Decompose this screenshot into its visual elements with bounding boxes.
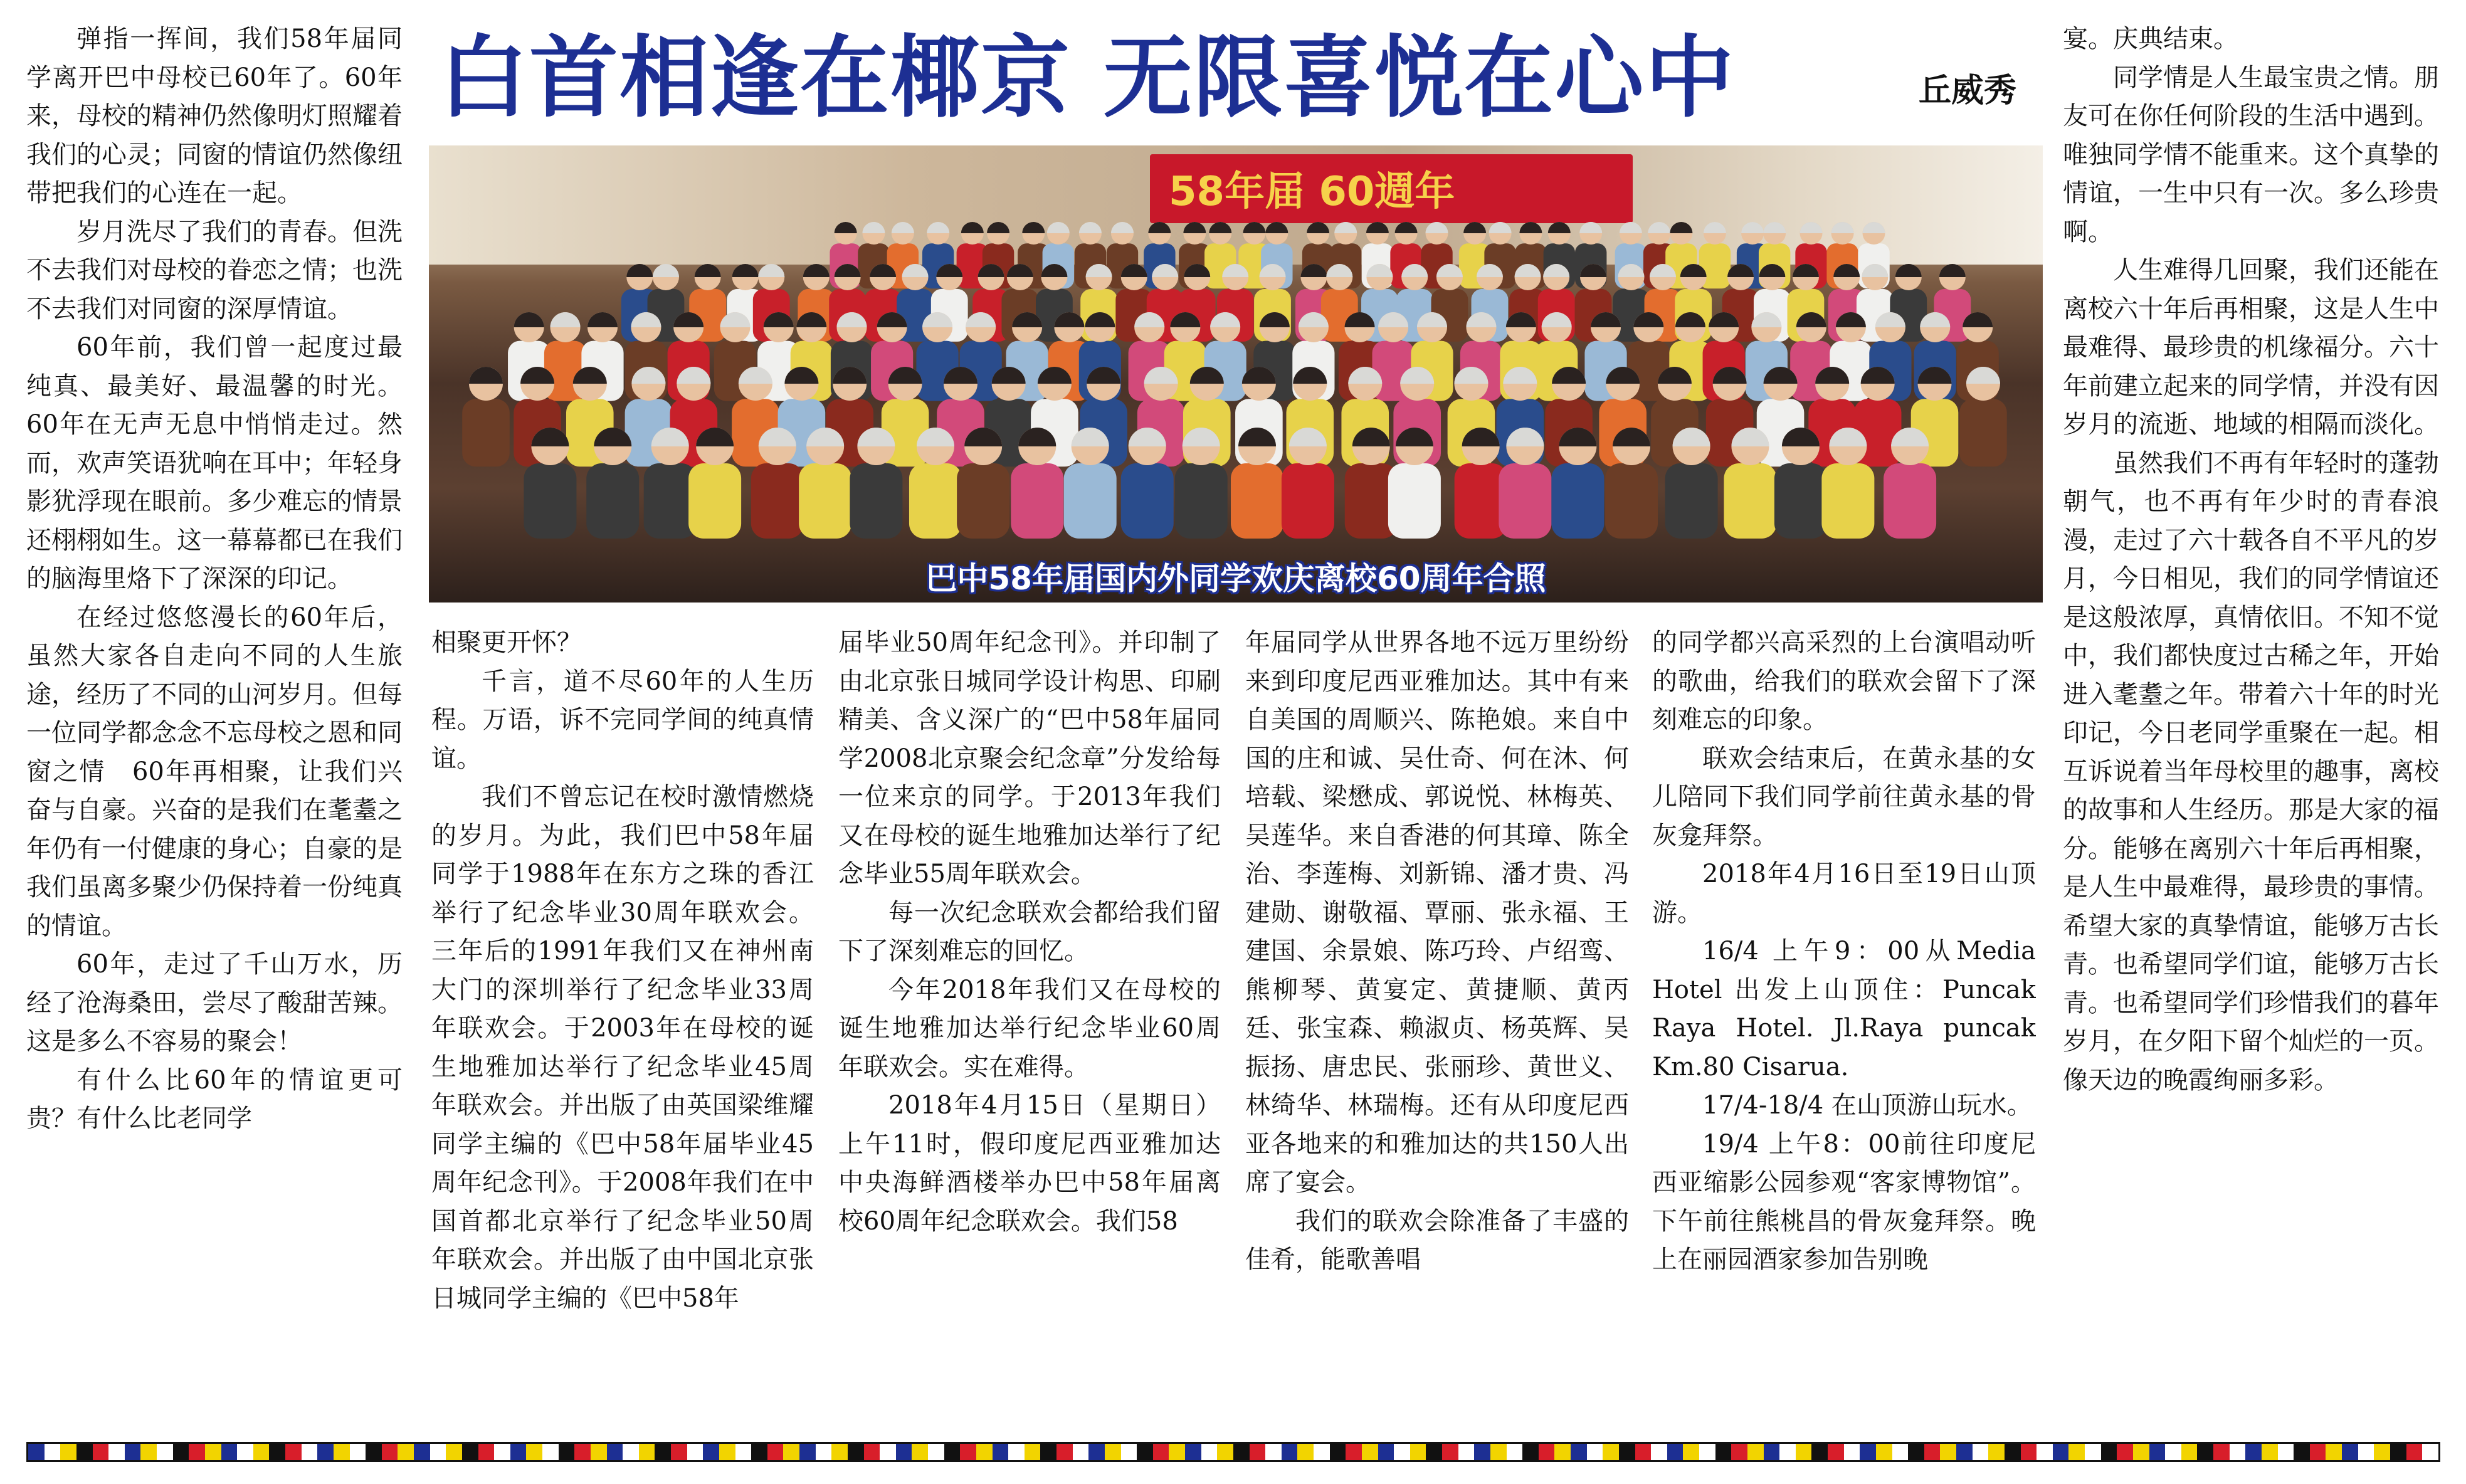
- person-hair: [1463, 222, 1486, 233]
- person-hair: [961, 222, 984, 233]
- person-hair: [1307, 222, 1329, 233]
- decorative-border-strip: [26, 1442, 2440, 1462]
- paragraph: 16/4 上午9：00从Media Hotel 出发上山顶住：Puncak Raya Hotel. Jl.Raya puncak Km.80 Cisarua.: [1652, 937, 2036, 1081]
- person-hair: [803, 264, 830, 277]
- person-body: [1884, 463, 1936, 539]
- paragraph: 的同学都兴高采烈的上台演唱动听的歌曲，给我们的联欢会留下了深刻难忘的印象。: [1652, 628, 2036, 734]
- person-hair: [1334, 222, 1357, 233]
- person-hair: [1489, 222, 1512, 233]
- person-hair: [1648, 222, 1670, 233]
- paragraph: 千言，道不尽60年的人生历程。万语，诉不完同学间的纯真情谊。: [431, 666, 814, 773]
- paragraph: 17/4-18/4 在山顶游山玩水。: [1702, 1091, 2032, 1120]
- person-body: [1282, 463, 1334, 539]
- paragraph: 2018年4月16日至19日山顶游。: [1652, 860, 2036, 927]
- person-hair: [653, 264, 679, 277]
- paragraph: 人生难得几回聚，我们还能在离校六十年后再相聚，这是人生中最难得、最珍贵的机缘福分。六十年前建立起来的同学情，并没有因岁月的流逝、地域的相隔而淡化。: [2063, 256, 2439, 439]
- paragraph: 宴。庆典结束。: [2063, 24, 2238, 53]
- group-photo: [429, 145, 2043, 603]
- person-body: [688, 463, 741, 539]
- person-hair: [469, 367, 503, 384]
- paragraph: 60年前，我们曾一起度过最纯真、最美好、最温馨的时光。60年在无声无息中悄悄走过。然而，欢声笑语犹响在耳中；年轻身影犹浮现在眼前。多少难忘的情景还栩栩如生。这一幕幕都已在我们的脑海里烙下了深深的印记。: [26, 333, 403, 593]
- person-hair: [927, 222, 949, 233]
- person-body: [1388, 463, 1441, 539]
- person-hair: [1209, 222, 1231, 233]
- paragraph: 每一次纪念联欢会都给我们留下了深刻难忘的回忆。: [838, 898, 1221, 966]
- person-hair: [892, 222, 914, 233]
- person-body: [1175, 463, 1228, 539]
- person-hair: [1895, 264, 1922, 277]
- person-body: [586, 463, 639, 539]
- person-body: [462, 399, 510, 466]
- person-hair: [1022, 222, 1045, 233]
- article-column-6: [2063, 20, 2439, 1424]
- person-hair: [1148, 222, 1171, 233]
- person-body: [1551, 463, 1604, 539]
- person-hair: [1620, 222, 1642, 233]
- person-hair: [1395, 222, 1418, 233]
- person-body: [1499, 463, 1551, 539]
- person-body: [751, 463, 804, 539]
- person-hair: [1426, 222, 1448, 233]
- person-hair: [1763, 222, 1786, 233]
- person-hair: [835, 222, 857, 233]
- person-hair: [1519, 222, 1542, 233]
- person-hair: [1366, 222, 1389, 233]
- person-body: [850, 463, 902, 539]
- paragraph: 虽然我们不再有年轻时的蓬勃朝气，也不再有年少时的青春浪漫，走过了六十载各自不平凡的岁月，今日相见，我们的同学情谊还是这般浓厚，真情依旧。不知不觉中，我们都快度过古稀之年，开始进入耄耋之年。带着六十年的时光印记，今日老同学重聚在一起。相互诉说着当年母校里的趣事，离校的故事和人生经历。那是大家的福分。能够在离别六十年后再相聚，是人生中最难得，最珍贵的事情。希望大家的真挚情谊，能够万古长青。也希望同学们谊，能够万古长青。也希望同学们珍惜我们的暮年岁月，在夕阳下留个灿烂的一页。像天边的晚霞绚丽多彩。: [2063, 448, 2439, 1095]
- paragraph: 弹指一挥间，我们58年届同学离开巴中母校已60年了。60年来，母校的精神仍然像明灯照耀着我们的心灵；同窗的情谊仍然像纽带把我们的心连在一起。: [26, 24, 403, 208]
- person-body: [909, 463, 962, 539]
- paragraph: 今年2018年我们又在母校的诞生地雅加达举行纪念毕业60周年联欢会。实在难得。: [838, 975, 1221, 1081]
- person-body: [1959, 399, 2007, 466]
- photo-caption: 巴中58年届国内外同学欢庆离校60周年合照: [925, 560, 1546, 597]
- person-hair: [695, 264, 721, 277]
- person-body: [644, 463, 697, 539]
- person-body: [1121, 463, 1174, 539]
- paragraph: 届毕业50周年纪念刊》。并印制了由北京张日城同学设计构思、印刷精美、含义深广的“巴中58年届同学2008北京聚会纪念章”分发给每一位来京的同学。于2013年我们又在母校的诞生地雅加达举行了纪念毕业55周年联欢会。: [838, 628, 1221, 888]
- person-body: [957, 463, 1009, 539]
- person-hair: [1047, 222, 1070, 233]
- paragraph: 我们不曾忘记在校时激情燃烧的岁月。为此，我们巴中58年届同学于1988年在东方之珠的香江举行了纪念毕业30周年联欢会。三年后的1991年我们又在神州南大门的深圳举行了纪念毕业33周年联欢会。于2003年在母校的诞生地雅加达举行了纪念毕业45周年联欢会。并出版了由英国梁维耀同学主编的《巴中58年届毕业45周年纪念刊》。于2008年我们在中国首都北京举行了纪念毕业50周年联欢会。并出版了由中国北京张日城同学主编的《巴中58年: [431, 782, 814, 1313]
- paragraph: 60年，走过了千山万水，历经了沧海桑田，尝尽了酸甜苦辣。这是多么不容易的聚会！: [26, 950, 403, 1056]
- person-hair: [1111, 222, 1134, 233]
- article-column-5: [1652, 624, 2036, 1426]
- paragraph: 联欢会结束后，在黄永基的女儿陪同下我们同学前往黄永基的骨灰龛拜祭。: [1652, 744, 2036, 850]
- article-column-1: [26, 20, 403, 1424]
- headline: 白首相逢在椰京 无限喜悦在心中: [439, 26, 1736, 130]
- person-body: [1774, 463, 1827, 539]
- paragraph: 相聚更开怀？: [431, 628, 582, 657]
- person-hair: [758, 264, 784, 277]
- photo-banner-text: 58年届 60週年: [1169, 169, 1455, 215]
- person-body: [1821, 463, 1874, 539]
- article-column-2: [431, 624, 814, 1426]
- paragraph: 年届同学从世界各地不远万里纷纷来到印度尼西亚雅加达。其中有来自美国的周顺兴、陈艳娘。来自中国的庄和诚、吴仕奇、何在沐、何培载、梁懋成、郭说悦、林梅英、吴莲华。来自香港的何其璋、陈全治、李莲梅、刘新锦、潘才贵、冯建勋、谢敬福、覃丽、张永福、王建国、余景娘、陈巧玲、卢绍鸾、熊柳琴、黄宴定、黄捷顺、黄丙廷、张宝森、赖淑贞、杨英辉、吴振扬、唐忠民、张丽珍、黄世义、林绮华、林瑞梅。还有从印度尼西亚各地来的和雅加达的共150人出席了宴会。: [1245, 628, 1629, 1197]
- person-hair: [1079, 222, 1102, 233]
- person-hair: [626, 264, 653, 277]
- crowd-illustration: [429, 145, 2043, 603]
- paragraph: 岁月洗尽了我们的青春。但洗不去我们对母校的眷恋之情；也洗不去我们对同窗的深厚情谊。: [26, 217, 403, 324]
- person-body: [1665, 463, 1718, 539]
- person-hair: [551, 312, 581, 327]
- article-column-4: [1245, 624, 1629, 1426]
- article-column-3: [838, 624, 1221, 1426]
- paragraph: 我们的联欢会除准备了丰盛的佳肴，能歌善唱: [1245, 1206, 1629, 1274]
- paragraph: 在经过悠悠漫长的60年后，虽然大家各自走向不同的人生旅途，经历了不同的山河岁月。但每一位同学都念念不忘母校之恩和同窗之情 60年再相聚，让我们兴奋与自豪。兴奋的是我们在耄耋之年仍有一付健康的身心；自豪的是我们虽离多聚少仍保持着一份纯真的情谊。: [26, 603, 403, 940]
- person-hair: [732, 264, 759, 277]
- byline: 丘威秀: [1919, 72, 2017, 110]
- paragraph: 19/4 上午8：00前往印度尼西亚缩影公园参观“客家博物馆”。下午前往熊桃昌的骨灰龛拜祭。晚上在丽园酒家参加告别晚: [1652, 1129, 2036, 1274]
- person-hair: [1831, 222, 1854, 233]
- person-hair: [862, 222, 885, 233]
- person-hair: [1579, 222, 1602, 233]
- person-body: [1064, 463, 1117, 539]
- person-hair: [1863, 222, 1885, 233]
- person-hair: [514, 312, 544, 327]
- paragraph: 有什么比60年的情谊更可贵？有什么比老同学: [26, 1065, 403, 1133]
- person-body: [1724, 463, 1776, 539]
- paragraph: 同学情是人生最宝贵之情。朋友可在你任何阶段的生活中遇到。唯独同学情不能重来。这个真挚的情谊，一生中只有一次。多么珍贵啊。: [2063, 63, 2439, 246]
- person-hair: [588, 312, 618, 327]
- paragraph: 2018年4月15日（星期日）上午11时，假印度尼西亚雅加达中央海鲜酒楼举办巴中58年届离校60周年纪念联欢会。我们58: [838, 1091, 1221, 1236]
- person-hair: [1243, 222, 1265, 233]
- person-hair: [1670, 222, 1692, 233]
- person-hair: [1800, 222, 1823, 233]
- person-body: [524, 463, 576, 539]
- person-hair: [987, 222, 1009, 233]
- person-body: [1011, 463, 1063, 539]
- person-hair: [1741, 222, 1764, 233]
- person-body: [1231, 463, 1283, 539]
- person-hair: [1939, 264, 1966, 277]
- person-hair: [1548, 222, 1571, 233]
- person-body: [1605, 463, 1658, 539]
- person-hair: [1183, 222, 1206, 233]
- person-hair: [1265, 222, 1288, 233]
- person-body: [799, 463, 851, 539]
- person-hair: [1704, 222, 1726, 233]
